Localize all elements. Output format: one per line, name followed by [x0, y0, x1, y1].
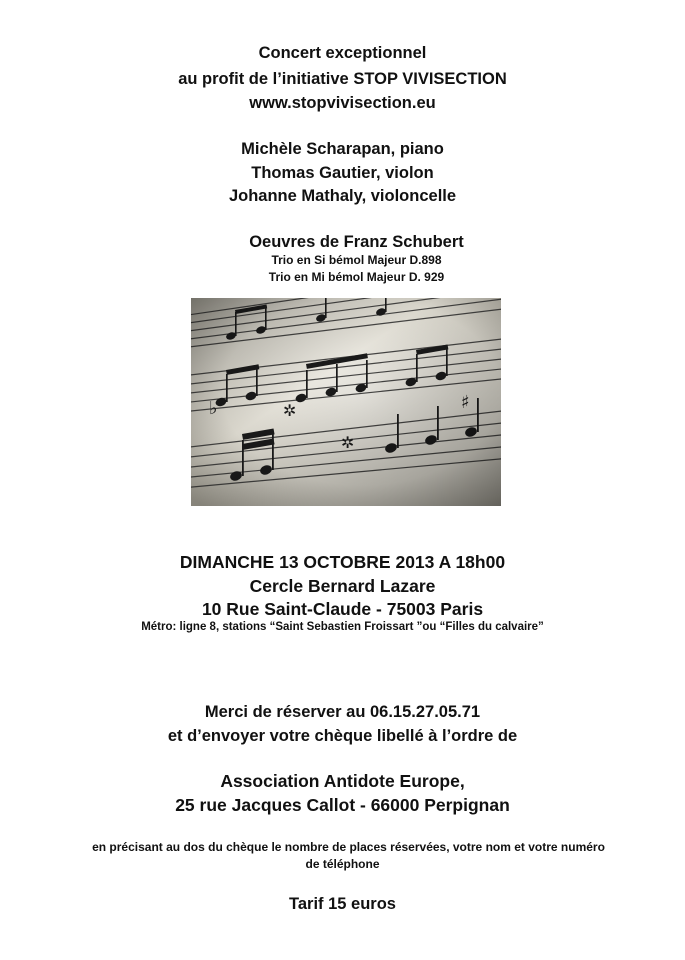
program-work-1: Trio en Si bémol Majeur D.898	[271, 253, 442, 267]
website-link[interactable]: www.stopvivisection.eu	[249, 94, 436, 112]
metro-info: Métro: ligne 8, stations “Saint Sebastien Froissart ”ou “Filles du calvaire”	[141, 621, 544, 633]
event-address: 10 Rue Saint-Claude - 75003 Paris	[201, 599, 484, 619]
program-work-2: Trio en Mi bémol Majeur D. 929	[268, 270, 445, 284]
note-line-2: de téléphone	[305, 857, 380, 871]
note-line-1: en précisant au dos du chèque le nombre de places réservées, votre nom et votre numéro	[92, 840, 605, 854]
reservation-instructions: et d’envoyer votre chèque libellé à l’ordre de	[167, 727, 518, 745]
performer-violin: Thomas Gautier, violon	[251, 164, 434, 182]
reservation-phone: Merci de réserver au 06.15.27.05.71	[204, 703, 481, 721]
performer-piano: Michèle Scharapan, piano	[241, 140, 444, 158]
event-venue: Cercle Bernard Lazare	[249, 576, 436, 596]
ticket-price: Tarif 15 euros	[289, 895, 396, 913]
payee-name: Association Antidote Europe,	[220, 771, 465, 791]
performer-cello: Johanne Mathaly, violoncelle	[228, 187, 457, 205]
sheet-music-photo	[191, 298, 501, 506]
event-date: DIMANCHE 13 OCTOBRE 2013 A 18h00	[179, 552, 506, 572]
header-subtitle: au profit de l’initiative STOP VIVISECTION	[178, 70, 507, 88]
header-title: Concert exceptionnel	[258, 44, 427, 62]
program-title: Oeuvres de Franz Schubert	[249, 233, 464, 251]
payee-address: 25 rue Jacques Callot - 66000 Perpignan	[175, 795, 510, 815]
